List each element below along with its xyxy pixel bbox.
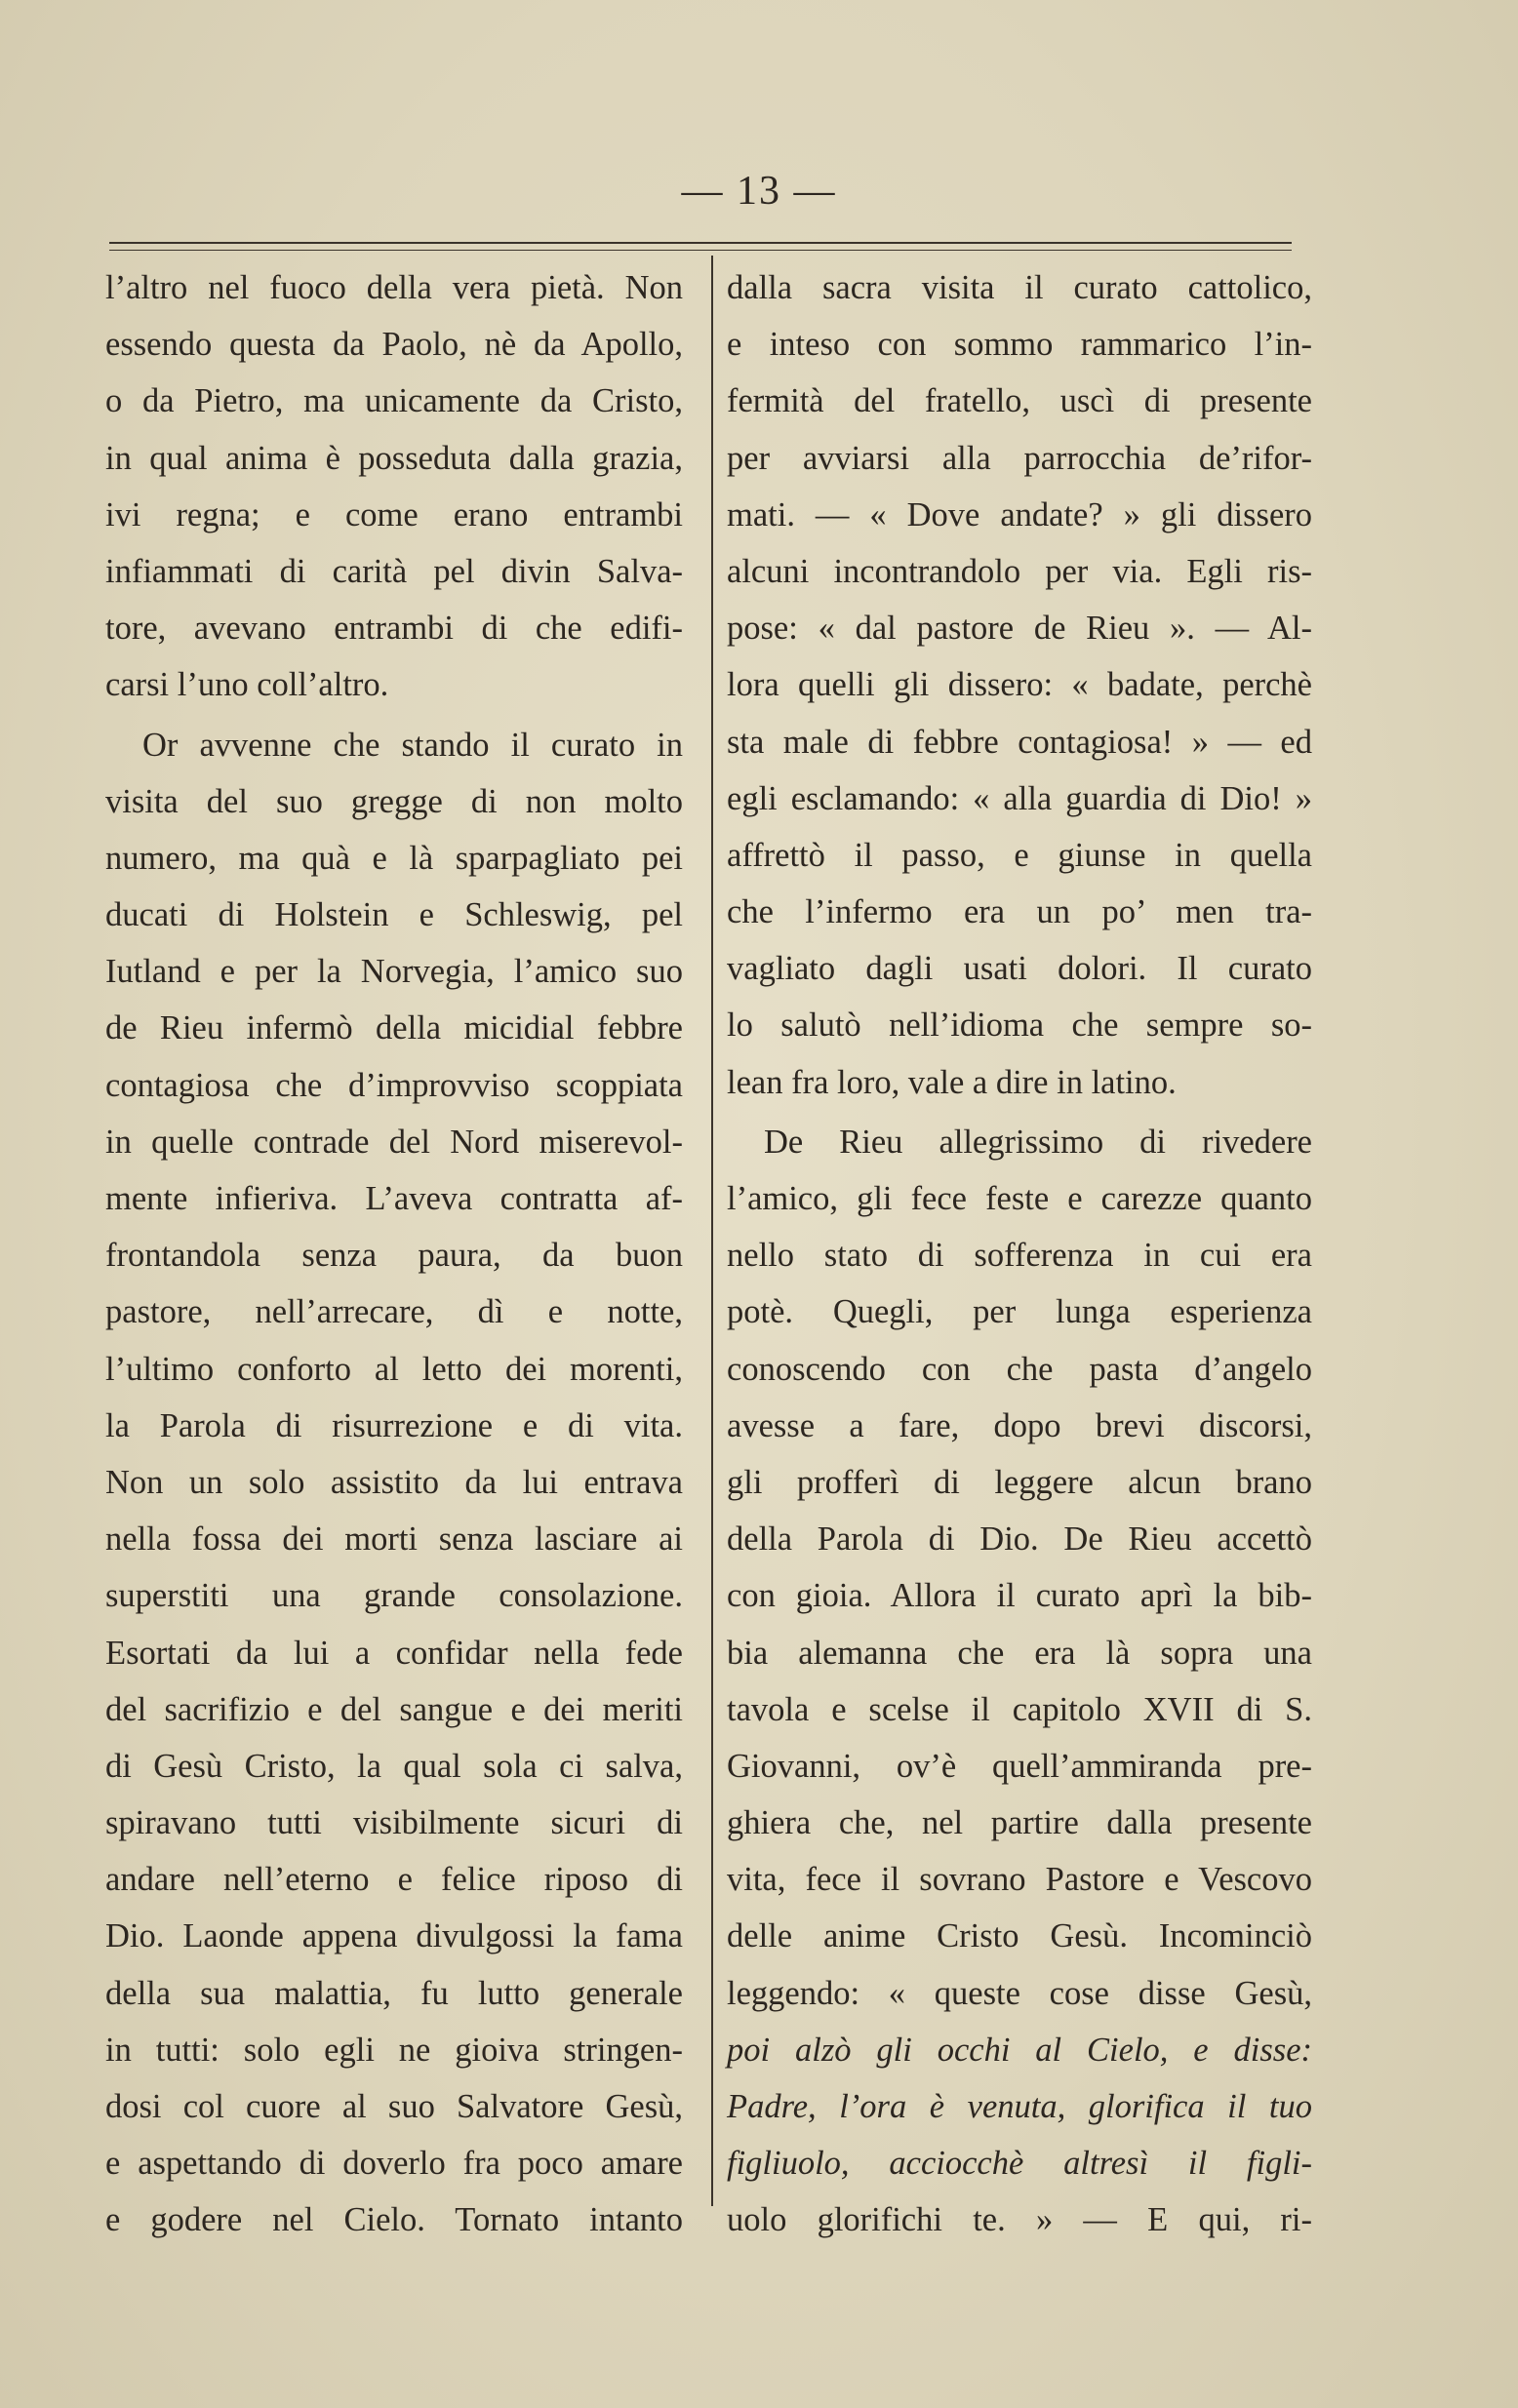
text-line: fermità del fratello, uscì di presente xyxy=(727,382,1312,420)
text-line: tore, avevano entrambi di che edifi- xyxy=(105,610,683,648)
text-line: lo salutò nell’idioma che sempre so- xyxy=(727,1007,1312,1045)
text-line: contagiosa che d’improvviso scoppiata xyxy=(105,1066,683,1104)
text-line: affrettò il passo, e giunse in quella xyxy=(727,836,1312,874)
text-line: dosi col cuore al suo Salvatore Gesù, xyxy=(105,2088,683,2125)
text-line: ducati di Holstein e Schleswig, pel xyxy=(105,896,683,934)
text-line: Esortati da lui a confidar nella fede xyxy=(105,1634,683,1672)
text-line: e aspettando di doverlo fra poco amare xyxy=(105,2145,683,2183)
italic-quote-line: poi alzò gli occhi al Cielo, e disse: xyxy=(727,2031,1312,2069)
header-rule xyxy=(109,242,1292,244)
text-line: della Parola di Dio. De Rieu accettò xyxy=(727,1520,1312,1559)
text-line: nello stato di sofferenza in cui era xyxy=(727,1237,1312,1275)
text-line: numero, ma quà e là sparpagliato pei xyxy=(105,839,683,877)
text-line: pose: « dal pastore de Rieu ». — Al- xyxy=(727,610,1312,648)
text-line: essendo questa da Paolo, nè da Apollo, xyxy=(105,326,683,364)
left-column xyxy=(105,259,683,2249)
text-line: in tutti: solo egli ne gioiva stringen- xyxy=(105,2031,683,2069)
text-line: Iutland e per la Norvegia, l’amico suo xyxy=(105,953,683,991)
italic-quote-line: Padre, l’ora è venuta, glorifica il tuo xyxy=(727,2088,1312,2125)
right-column xyxy=(727,259,1312,2249)
text-line: Dio. Laonde appena divulgossi la fama xyxy=(105,1917,683,1955)
text-line: nella fossa dei morti senza lasciare ai xyxy=(105,1520,683,1559)
text-line: ghiera che, nel partire dalla presente xyxy=(727,1804,1312,1842)
text-line: lora quelli gli dissero: « badate, perchè xyxy=(727,666,1312,704)
text-line: visita del suo gregge di non molto xyxy=(105,782,683,820)
text-line: o da Pietro, ma unicamente da Cristo, xyxy=(105,382,683,420)
text-line: gli profferì di leggere alcun brano xyxy=(727,1463,1312,1501)
text-line: dalla sacra visita il curato cattolico, xyxy=(727,269,1312,306)
text-line: di Gesù Cristo, la qual sola ci salva, xyxy=(105,1747,683,1785)
text-line: per avviarsi alla parrocchia de’rifor- xyxy=(727,439,1312,477)
text-line: de Rieu infermò della micidial febbre xyxy=(105,1009,683,1047)
header-rule-thin xyxy=(109,250,1292,251)
text-line: Non un solo assistito da lui entrava xyxy=(105,1463,683,1501)
text-line: in qual anima è posseduta dalla grazia, xyxy=(105,439,683,477)
text-line: carsi l’uno coll’altro. xyxy=(105,666,389,704)
text-line: Giovanni, ov’è quell’ammiranda pre- xyxy=(727,1747,1312,1785)
text-line: l’ultimo conforto al letto dei morenti, xyxy=(105,1350,683,1388)
text-line: infiammati di carità pel divin Salva- xyxy=(105,552,683,590)
text-line: frontandola senza paura, da buon xyxy=(105,1237,683,1275)
page-number: — 13 — xyxy=(681,169,837,214)
text-line: andare nell’eterno e felice riposo di xyxy=(105,1861,683,1899)
text-line: sta male di febbre contagiosa! » — ed xyxy=(727,723,1312,761)
text-line: superstiti una grande consolazione. xyxy=(105,1577,683,1615)
text-line: delle anime Cristo Gesù. Incominciò xyxy=(727,1917,1312,1955)
text-line: vita, fece il sovrano Pastore e Vescovo xyxy=(727,1861,1312,1899)
text-line: alcuni incontrandolo per via. Egli ris- xyxy=(727,552,1312,590)
text-line: l’amico, gli fece feste e carezze quanto xyxy=(727,1180,1312,1217)
text-line: bia alemanna che era là sopra una xyxy=(727,1634,1312,1672)
text-line: vagliato dagli usati dolori. Il curato xyxy=(727,950,1312,988)
text-line: lean fra loro, vale a dire in latino. xyxy=(727,1063,1177,1101)
text-line: spiravano tutti visibilmente sicuri di xyxy=(105,1804,683,1842)
column-divider xyxy=(711,256,713,2206)
paragraph-start-line: De Rieu allegrissimo di rivedere xyxy=(764,1123,1312,1161)
text-line: leggendo: « queste cose disse Gesù, xyxy=(727,1974,1312,2012)
text-line: tavola e scelse il capitolo XVII di S. xyxy=(727,1690,1312,1728)
text-line: della sua malattia, fu lutto generale xyxy=(105,1974,683,2012)
text-line: egli esclamando: « alla guardia di Dio! » xyxy=(727,779,1312,817)
text-line: mente infieriva. L’aveva contratta af- xyxy=(105,1180,683,1217)
text-line: che l’infermo era un po’ men tra- xyxy=(727,893,1312,931)
text-line: e inteso con sommo rammarico l’in- xyxy=(727,326,1312,364)
text-line: del sacrifizio e del sangue e dei meriti xyxy=(105,1690,683,1728)
text-line: l’altro nel fuoco della vera pietà. Non xyxy=(105,269,683,306)
paragraph-start-line: Or avvenne che stando il curato in xyxy=(142,726,683,764)
italic-quote-line: figliuolo, acciocchè altresì il figli- xyxy=(727,2145,1312,2183)
text-line: pastore, nell’arrecare, dì e notte, xyxy=(105,1293,683,1331)
text-line: conoscendo con che pasta d’angelo xyxy=(727,1350,1312,1388)
text-line: in quelle contrade del Nord miserevol- xyxy=(105,1123,683,1161)
text-line: la Parola di risurrezione e di vita. xyxy=(105,1406,683,1444)
text-line: potè. Quegli, per lunga esperienza xyxy=(727,1293,1312,1331)
text-line: e godere nel Cielo. Tornato intanto xyxy=(105,2201,683,2239)
text-line: uolo glorifichi te. » — E qui, ri- xyxy=(727,2201,1312,2239)
text-line: avesse a fare, dopo brevi discorsi, xyxy=(727,1406,1312,1444)
text-line: con gioia. Allora il curato aprì la bib- xyxy=(727,1577,1312,1615)
text-line: mati. — « Dove andate? » gli dissero xyxy=(727,495,1312,533)
text-line: ivi regna; e come erano entrambi xyxy=(105,495,683,533)
